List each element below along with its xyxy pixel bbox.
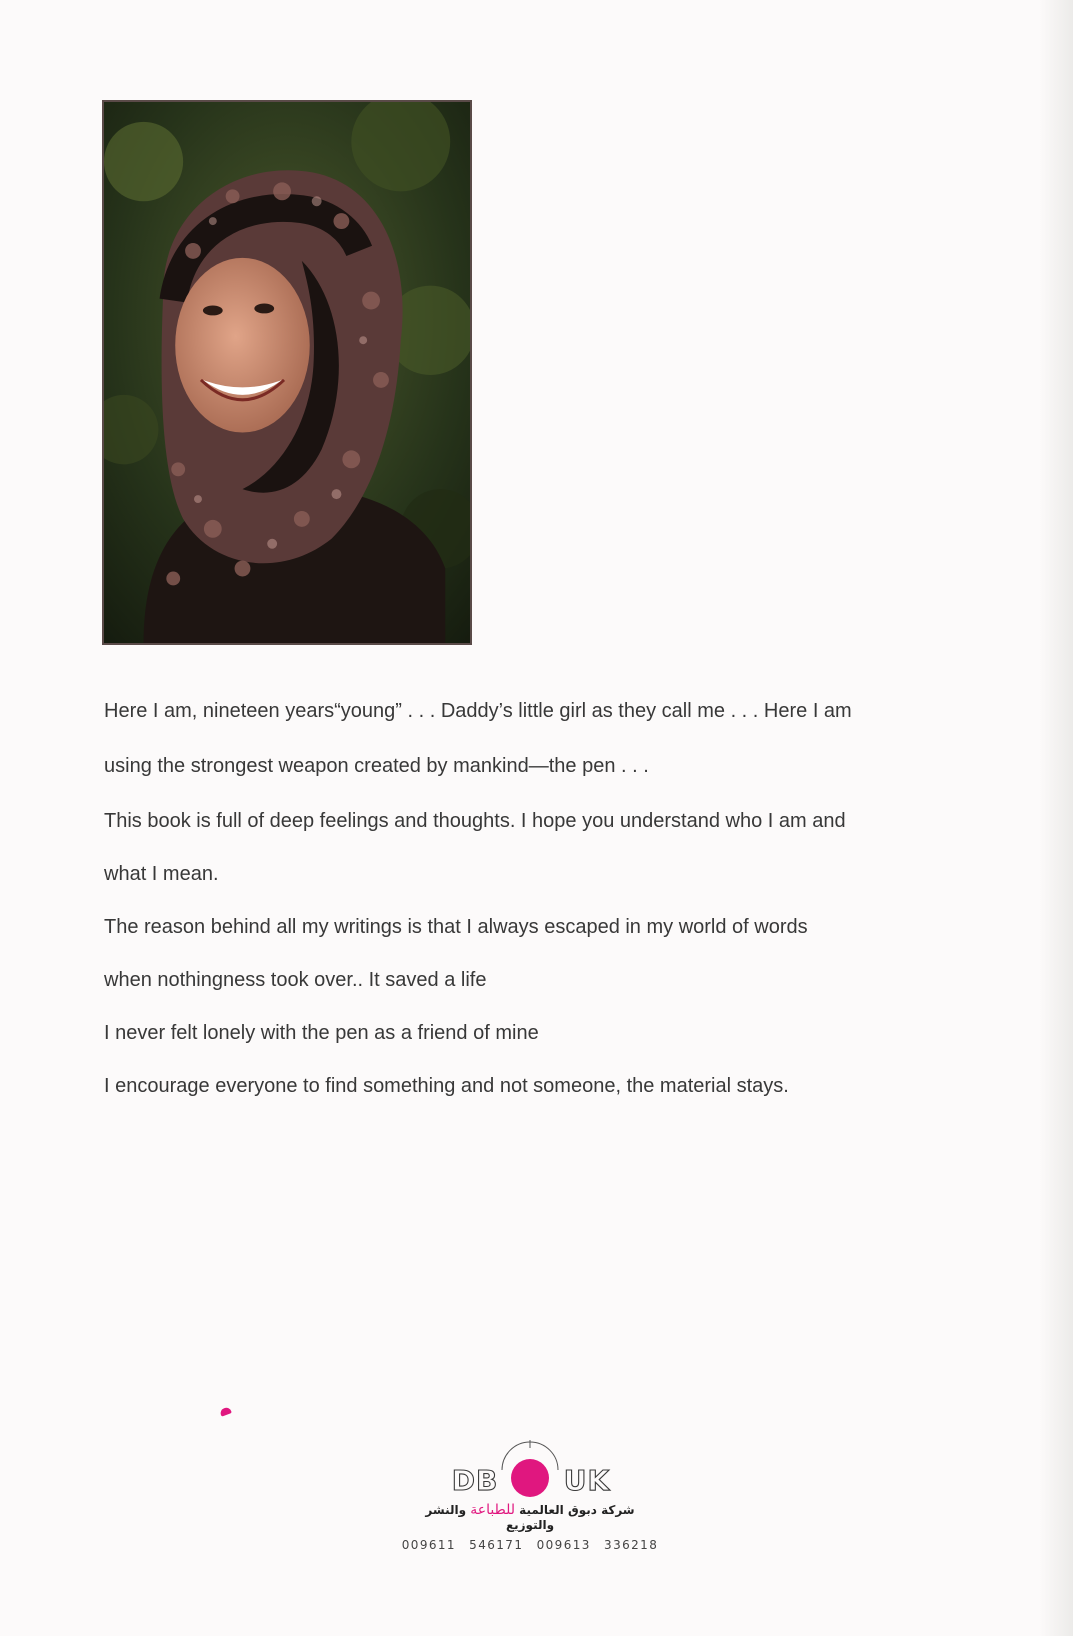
bio-line-4: what I mean. bbox=[104, 863, 219, 885]
bio-line-5: The reason behind all my writings is that I always escaped in my world of words bbox=[104, 916, 808, 938]
publisher-name-part2: والنشر والتوزيع bbox=[425, 1503, 555, 1532]
publisher-name-part1: شركة دبوق العالمية bbox=[519, 1503, 635, 1517]
bio-line-2: using the strongest weapon created by mankind—the pen . . . bbox=[104, 755, 649, 777]
portrait-image bbox=[104, 102, 470, 643]
author-photo bbox=[102, 100, 472, 645]
publisher-name-accent: للطباعة bbox=[470, 1502, 515, 1518]
author-bio bbox=[104, 700, 984, 1130]
publisher-logo bbox=[400, 1440, 660, 1552]
bio-line-6: when nothingness took over.. It saved a life bbox=[104, 969, 487, 991]
page-edge-shadow bbox=[1039, 0, 1073, 1636]
phone-number-2: 009613 336218 bbox=[536, 1538, 659, 1552]
bio-line-1: Here I am, nineteen years“young” . . . Daddy’s little girl as they call me . . . Here I am bbox=[104, 700, 852, 722]
publisher-mark bbox=[400, 1440, 660, 1500]
phone-number-1: 009611 546171 bbox=[401, 1538, 524, 1552]
publisher-phones bbox=[400, 1538, 660, 1552]
dbouk-logo-icon bbox=[430, 1440, 630, 1500]
ink-spot bbox=[219, 1406, 232, 1416]
publisher-name-arabic bbox=[400, 1502, 660, 1532]
bio-line-3: This book is full of deep feelings and thoughts. I hope you understand who I am and bbox=[104, 810, 846, 832]
bio-line-8: I encourage everyone to find something and not someone, the material stays. bbox=[104, 1075, 789, 1097]
bio-line-7: I never felt lonely with the pen as a friend of mine bbox=[104, 1022, 539, 1044]
logo-letters-left: DB bbox=[451, 1464, 499, 1497]
logo-letters-right: UK bbox=[563, 1464, 611, 1497]
